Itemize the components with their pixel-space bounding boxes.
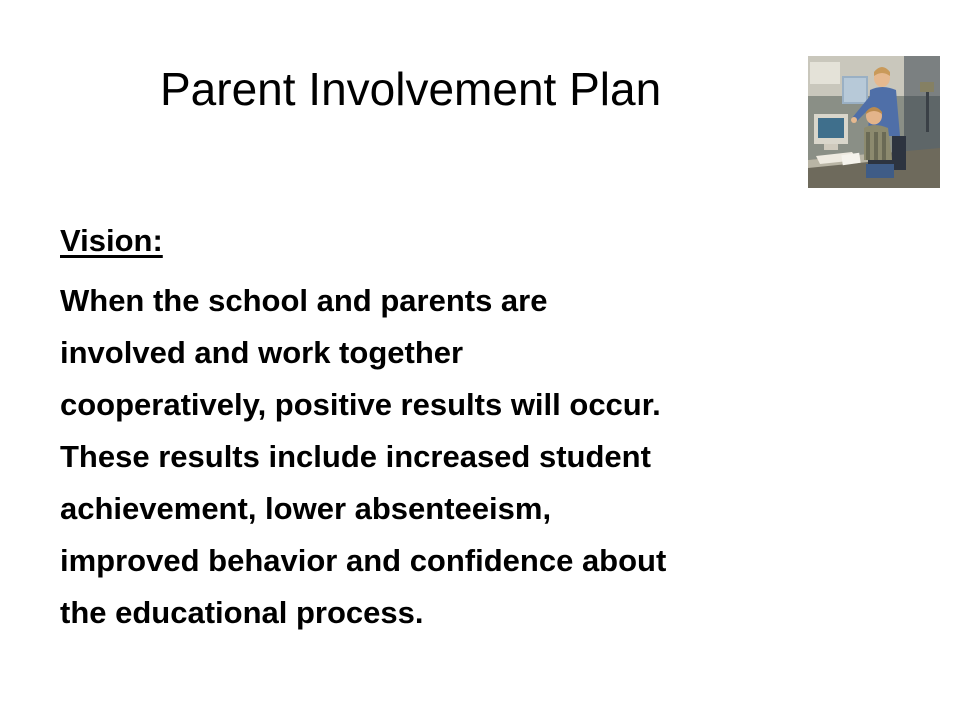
teacher-student-computer-photo [808,56,940,188]
body-line: When the school and parents are [60,282,548,318]
vision-body [60,275,920,639]
body-line: achievement, lower absenteeism, [60,490,552,526]
body-line: the educational process. [60,594,424,630]
body-line: involved and work together [60,334,464,370]
slide-title: Parent Involvement Plan [160,63,662,115]
body-line: improved behavior and confidence about [60,542,667,578]
body-line: These results include increased student [60,438,651,474]
vision-heading: Vision: [60,223,163,258]
vision-section [60,222,920,639]
body-line: cooperatively, positive results will occur. [60,386,661,422]
